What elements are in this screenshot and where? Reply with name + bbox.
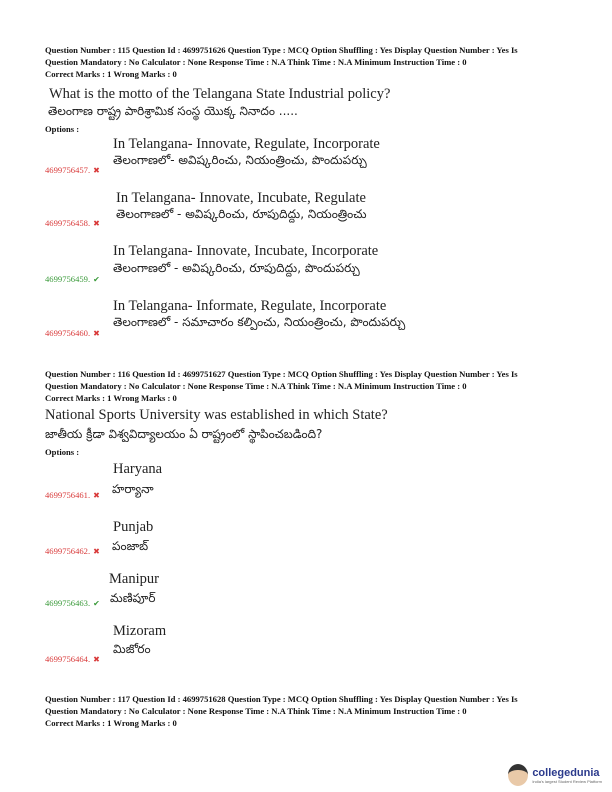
option-text-en: Punjab	[113, 519, 154, 535]
meta-line: Question Mandatory : No Calculator : None Response Time : N.A Think Time : N.A Minimum Instruction Time : 0	[45, 706, 467, 716]
wrong-icon: ✖	[93, 219, 100, 228]
wrong-icon: ✖	[93, 166, 100, 175]
meta-line: Question Number : 117 Question Id : 4699751628 Question Type : MCQ Option Shuffling : Yes Display Question Number : Yes Is	[45, 694, 518, 704]
option-id: 4699756458. ✖	[45, 218, 100, 228]
options-label: Options :	[45, 447, 80, 457]
option-text-te: తెలంగాణలో - అవిష్కరించు, రూపుదిద్దు, నియంత్రించు	[116, 207, 367, 221]
option-text-en: Haryana	[113, 461, 163, 477]
option-id: 4699756463. ✔	[45, 598, 100, 608]
mascot-icon	[508, 764, 528, 786]
wrong-icon: ✖	[93, 547, 100, 556]
question-meta	[45, 368, 518, 404]
brand-name: collegedunia	[532, 766, 600, 779]
option-text-en: Mizoram	[113, 623, 167, 639]
option-text-en: In Telangana- Innovate, Incubate, Incorporate	[113, 243, 379, 259]
options-label: Options :	[45, 124, 80, 134]
brand-tagline: India's largest Student Review Platform	[532, 778, 602, 784]
meta-line: Correct Marks : 1 Wrong Marks : 0	[45, 69, 177, 79]
question-text-en: National Sports University was established in which State?	[45, 407, 388, 423]
option-id: 4699756459. ✔	[45, 274, 100, 284]
option-text-en: In Telangana- Innovate, Incubate, Regulate	[116, 190, 366, 206]
check-icon: ✔	[93, 599, 100, 608]
meta-line: Question Number : 116 Question Id : 4699751627 Question Type : MCQ Option Shuffling : Yes Display Question Number : Yes Is	[45, 369, 518, 379]
option-text-te: తెలంగాణలో - సమాచారం కల్పించు, నియంత్రించు, పొందుపర్చు	[113, 315, 406, 329]
option-text-te: తెలంగాణలో- అవిష్కరించు, నియంత్రించు, పొందుపర్చు	[113, 153, 367, 167]
meta-line: Question Mandatory : No Calculator : None Response Time : N.A Think Time : N.A Minimum Instruction Time : 0	[45, 381, 467, 391]
wrong-icon: ✖	[93, 491, 100, 500]
wrong-icon: ✖	[93, 655, 100, 664]
question-text-te: తెలంగాణ రాష్ట్ర పారిశ్రామిక సంస్థ యొక్క నినాదం .....	[48, 104, 298, 118]
question-text-en: What is the motto of the Telangana State Industrial policy?	[49, 86, 391, 102]
option-text-en: Manipur	[109, 571, 159, 587]
question-meta	[45, 693, 518, 729]
option-text-te: పంజాబ్	[112, 539, 149, 553]
option-id: 4699756460. ✖	[45, 328, 100, 338]
option-text-en: In Telangana- Innovate, Regulate, Incorporate	[113, 136, 380, 152]
check-icon: ✔	[93, 275, 100, 284]
meta-line: Question Mandatory : No Calculator : None Response Time : N.A Think Time : N.A Minimum Instruction Time : 0	[45, 57, 467, 67]
option-text-te: మిజోరం	[113, 642, 151, 656]
meta-line: Question Number : 115 Question Id : 4699751626 Question Type : MCQ Option Shuffling : Yes Display Question Number : Yes Is	[45, 45, 518, 55]
option-text-te: మణిపూర్	[110, 591, 156, 605]
option-id: 4699756462. ✖	[45, 546, 100, 556]
collegedunia-logo	[508, 764, 602, 786]
option-text-te: హర్యానా	[112, 482, 154, 496]
question-text-te: జాతీయ క్రీడా విశ్వవిద్యాలయం ఏ రాష్ట్రంలో స్థాపించబడింది?	[45, 427, 323, 441]
option-text-te: తెలంగాణలో - అవిష్కరించు, రూపుదిద్దు, పొందుపర్చు	[113, 261, 360, 275]
meta-line: Correct Marks : 1 Wrong Marks : 0	[45, 393, 177, 403]
question-meta	[45, 44, 518, 80]
option-id: 4699756457. ✖	[45, 165, 100, 175]
option-text-en: In Telangana- Informate, Regulate, Incorporate	[113, 298, 387, 314]
option-id: 4699756464. ✖	[45, 654, 100, 664]
option-id: 4699756461. ✖	[45, 490, 100, 500]
wrong-icon: ✖	[93, 329, 100, 338]
meta-line: Correct Marks : 1 Wrong Marks : 0	[45, 718, 177, 728]
